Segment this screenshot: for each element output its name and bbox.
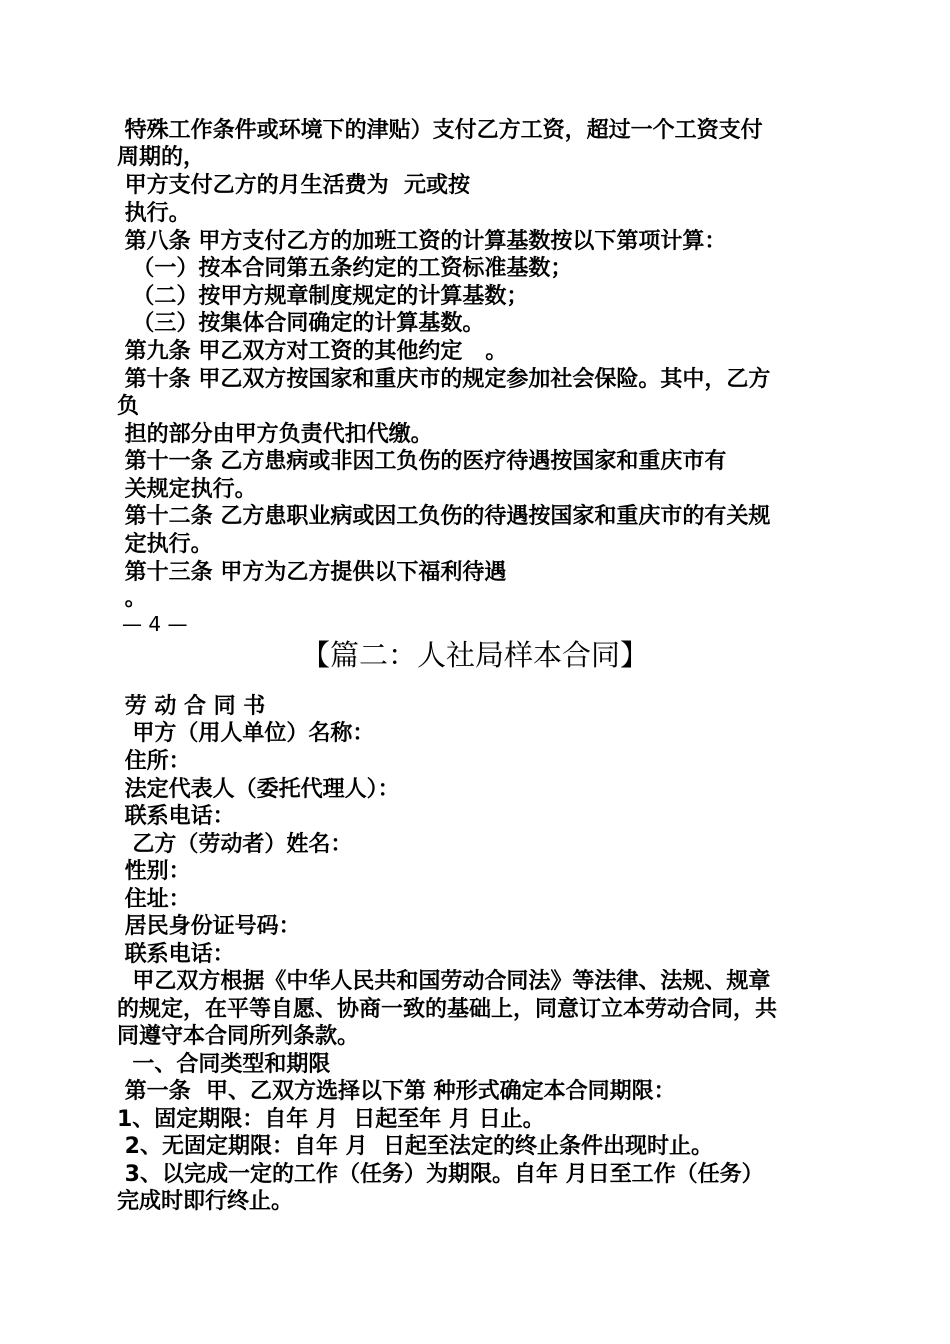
- text-line: 特殊工作条件或环境下的津贴）支付乙方工资，超过一个工资支付: [117, 118, 763, 143]
- text-line: （三）按集体合同确定的计算基数。: [117, 311, 485, 336]
- text-line: （二）按甲方规章制度规定的计算基数；: [117, 284, 529, 309]
- text-line: 完成时即行终止。: [117, 1189, 294, 1214]
- text-line: 第九条 甲乙双方对工资的其他约定 。: [117, 339, 508, 364]
- text-line: 第十二条 乙方患职业病或因工负伤的待遇按国家和重庆市的有关规: [117, 504, 771, 529]
- text-line: 3、以完成一定的工作（任务）为期限。自年 月日至工作（任务）: [117, 1162, 764, 1187]
- text-line: 定执行。: [117, 532, 213, 557]
- text-line: 执行。: [117, 201, 191, 226]
- text-line: 居民身份证号码：: [117, 914, 301, 939]
- text-line: 劳 动 合 同 书: [117, 694, 266, 719]
- text-line: 甲乙双方根据《中华人民共和国劳动合同法》等法律、法规、规章: [117, 969, 771, 994]
- text-line: 甲方支付乙方的月生活费为 元或按: [117, 173, 470, 198]
- text-line: 负: [117, 394, 140, 419]
- text-line: 联系电话：: [117, 942, 235, 967]
- page-number: — 4 —: [122, 612, 188, 636]
- text-line: 住址：: [117, 887, 191, 912]
- text-line: 担的部分由甲方负责代扣代缴。: [117, 422, 433, 447]
- text-line: 2、无固定期限：自年 月 日起至法定的终止条件出现时止。: [117, 1134, 713, 1159]
- text-line: 第十三条 甲方为乙方提供以下福利待遇: [117, 560, 507, 585]
- text-line: 第八条 甲方支付乙方的加班工资的计算基数按以下第项计算：: [117, 229, 727, 254]
- text-line: 1、固定期限：自年 月 日起至年 月 日止。: [117, 1107, 545, 1132]
- section-title: 【篇二：人社局样本合同】: [300, 638, 649, 672]
- text-line: 关规定执行。: [117, 477, 257, 502]
- text-line: 住所：: [117, 749, 191, 774]
- text-line: 周期的，: [117, 145, 206, 170]
- text-line: 联系电话：: [117, 804, 235, 829]
- text-line: 第一条 甲、乙双方选择以下第 种形式确定本合同期限：: [117, 1079, 676, 1104]
- text-line: 第十条 甲乙双方按国家和重庆市的规定参加社会保险。其中，乙方: [117, 367, 771, 392]
- text-line: 甲方（用人单位）名称：: [117, 721, 375, 746]
- text-line: 一、合同类型和期限: [117, 1052, 331, 1077]
- text-line: 乙方（劳动者）姓名：: [117, 832, 353, 857]
- text-line: 第十一条 乙方患病或非因工负伤的医疗待遇按国家和重庆市有: [117, 449, 727, 474]
- text-line: 法定代表人（委托代理人）：: [117, 777, 400, 802]
- text-line: （一）按本合同第五条约定的工资标准基数；: [117, 256, 573, 281]
- text-line: 性别：: [117, 859, 191, 884]
- text-line: 同遵守本合同所列条款。: [117, 1024, 360, 1049]
- text-line: 。: [117, 586, 147, 611]
- text-line: 的规定，在平等自愿、协商一致的基础上，同意订立本劳动合同，共: [117, 997, 778, 1022]
